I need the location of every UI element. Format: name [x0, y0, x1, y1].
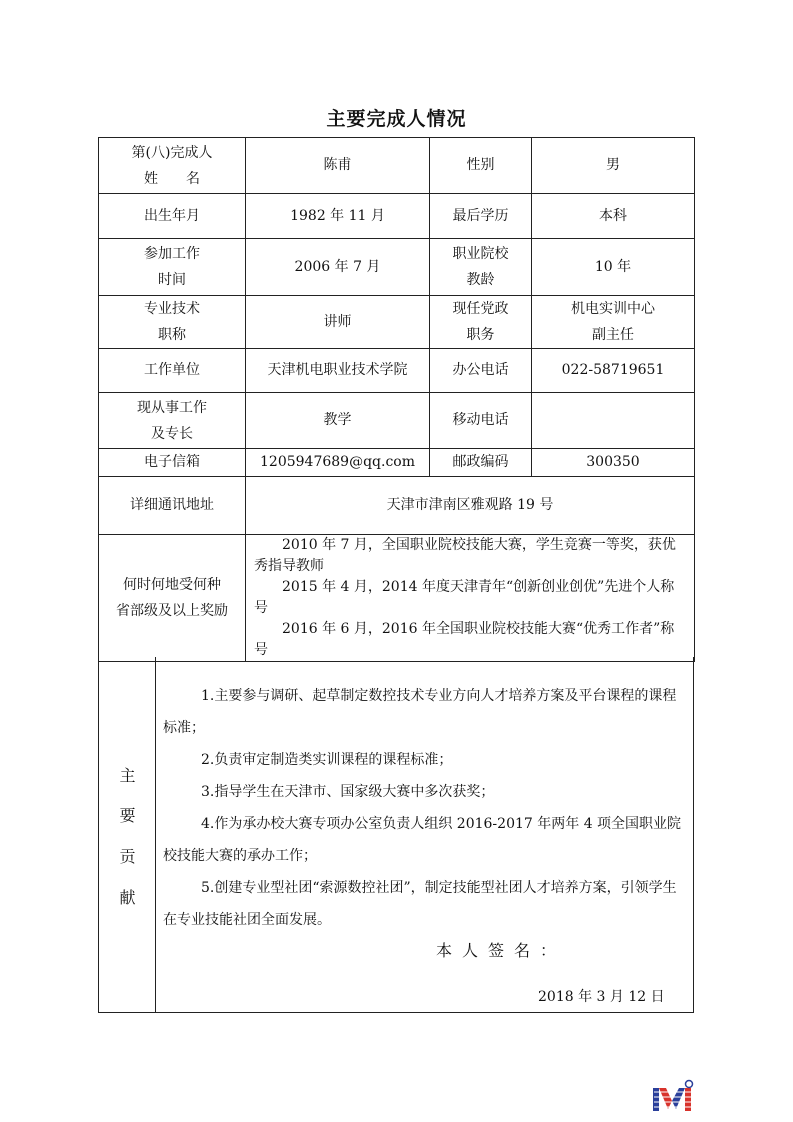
contrib-label-char: 献 [119, 888, 136, 907]
mobile-label: 移动电话 [430, 393, 532, 449]
phone-value: 022-58719651 [532, 349, 695, 393]
page-title: 主要完成人情况 [326, 108, 467, 130]
work-label-line1: 现从事工作 [137, 399, 207, 416]
awards-label-line1: 何时何地受何种 [123, 577, 221, 593]
birth-value: 1982 年 11 月 [246, 194, 430, 239]
signature-date: 2018 年 3 月 12 日 [538, 989, 665, 1005]
work-start-value: 2006 年 7 月 [246, 239, 430, 296]
teach-years-label-line2: 教龄 [466, 272, 495, 288]
awards-label-line2: 省部级及以上奖励 [116, 603, 228, 619]
mobile-value [532, 393, 695, 449]
contribution-item: 2.负责审定制造类实训课程的课程标准； [201, 752, 453, 768]
title-value: 讲师 [246, 296, 430, 349]
post-label-line1: 现任党政 [452, 301, 509, 317]
contrib-label-char: 贡 [119, 847, 136, 866]
title-label-line1: 专业技术 [144, 301, 200, 317]
table-row [99, 296, 695, 349]
contribution-item: 1.主要参与调研、起草制定数控技术专业方向人才培养方案及平台课程的课程标准； [163, 688, 677, 736]
logo-icon [652, 1079, 694, 1113]
gender-label: 性别 [430, 138, 532, 194]
education-value: 本科 [532, 194, 695, 239]
post-value-line2: 副主任 [592, 327, 634, 343]
address-value: 天津市津南区雅观路 19 号 [246, 477, 695, 535]
zip-label: 邮政编码 [430, 449, 532, 477]
post-label-cell [430, 296, 532, 349]
teach-years-label-cell [430, 239, 532, 296]
awards-value [246, 535, 695, 662]
title-label-cell [99, 296, 246, 349]
address-label: 详细通讯地址 [99, 477, 246, 535]
work-label-cell [99, 393, 246, 449]
name-value: 陈甫 [246, 138, 430, 194]
table-row [99, 535, 695, 662]
gender-value: 男 [532, 138, 695, 194]
contribution-item: 3.指导学生在天津市、国家级大赛中多次获奖； [201, 784, 495, 800]
email-value: 1205947689@qq.com [246, 449, 430, 477]
table-row [99, 194, 695, 239]
signature-label: 本人签名： [436, 941, 567, 960]
table-row [99, 393, 695, 449]
work-start-label-cell [99, 239, 246, 296]
awards-label-cell [99, 535, 246, 662]
birth-label: 出生年月 [99, 194, 246, 239]
name-label-line2: 姓 名 [144, 170, 200, 187]
post-value-line1: 机电实训中心 [571, 301, 655, 317]
zip-value: 300350 [532, 449, 695, 477]
contribution-item: 4.作为承办校大赛专项办公室负责人组织 2016-2017 年两年 4 项全国职业院校技能大赛的承办工作； [163, 816, 682, 864]
award-item: 2016 年 6 月，2016 年全国职业院校技能大赛“优秀工作者”称号 [254, 621, 675, 658]
table-row [99, 239, 695, 296]
table-row [99, 477, 695, 535]
contributions-list [163, 680, 687, 936]
post-value-cell [532, 296, 695, 349]
personal-info-table [98, 137, 695, 662]
name-label-cell [99, 138, 246, 194]
work-start-label-line2: 时间 [158, 272, 186, 288]
teach-years-value: 10 年 [532, 239, 695, 296]
contrib-label-char: 主 [119, 766, 136, 785]
work-label-line2: 及专长 [151, 425, 193, 442]
post-label-line2: 职务 [466, 327, 495, 343]
phone-label: 办公电话 [430, 349, 532, 393]
name-label-line1: 第(八)完成人 [131, 144, 213, 161]
work-start-label-line1: 参加工作 [144, 246, 200, 262]
contributions-label [99, 657, 156, 1012]
contributions-section [98, 657, 694, 1013]
email-label: 电子信箱 [99, 449, 246, 477]
award-item: 2010 年 7 月，全国职业院校技能大赛，学生竞赛一等奖，获优秀指导教师 [254, 537, 676, 574]
award-item: 2015 年 4 月，2014 年度天津青年“创新创业创优”先进个人称号 [254, 579, 675, 616]
table-row [99, 138, 695, 194]
work-value: 教学 [246, 393, 430, 449]
teach-years-label-line1: 职业院校 [452, 246, 509, 262]
unit-value: 天津机电职业技术学院 [246, 349, 430, 393]
table-row [99, 449, 695, 477]
contribution-item: 5.创建专业型社团“索源数控社团”，制定技能型社团人才培养方案，引领学生在专业技能社团全面发展。 [163, 880, 677, 928]
table-row [99, 349, 695, 393]
contrib-label-char: 要 [119, 806, 136, 825]
education-label: 最后学历 [430, 194, 532, 239]
title-label-line2: 职称 [158, 327, 186, 343]
unit-label: 工作单位 [99, 349, 246, 393]
